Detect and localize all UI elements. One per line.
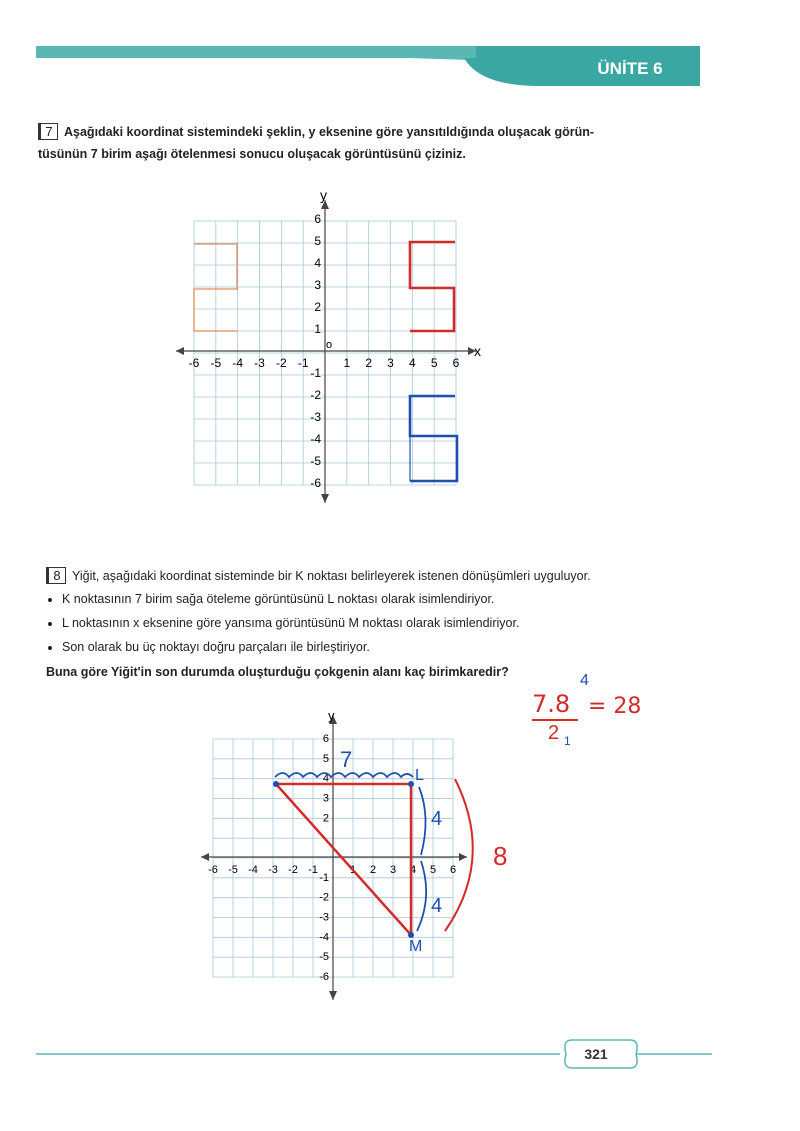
x-tick-label: 5 [430,356,438,370]
question-7-line1: Aşağıdaki koordinat sistemindeki şeklin, y eksenine göre yansıtıldığında oluşacak görün- [64,125,595,139]
point-k [273,781,279,787]
y-tick-label: 5 [314,234,321,248]
question-8-prompt: Buna göre Yiğit'in son durumda oluşturduğu çokgenin alanı kaç birimkaredir? [46,665,509,679]
x-tick-label: 2 [369,864,377,876]
question-8-intro: Yiğit, aşağıdaki koordinat sisteminde bir K noktası belirleyerek istenen dönüşümleri uyguluyor. [72,569,591,583]
x-tick-label: 4 [408,356,416,370]
hw-calc-main: 7.8 [532,690,571,718]
hw-label-l: L [415,767,424,784]
hw-label-m: M [409,938,423,955]
total-arc [445,779,473,931]
y-axis-label: y [320,187,327,203]
handwritten-calc [530,672,690,752]
y-tick-label: -2 [319,891,329,904]
y-tick-label: -3 [310,410,321,424]
hw-total: 8 [493,841,508,871]
hw-calc-eq: = 28 [588,694,642,719]
x-tick-label: -1 [297,356,309,370]
y-tick-label: -4 [310,432,321,446]
lower-brace [417,861,426,931]
y-tick-label: -4 [319,931,329,944]
y-tick-label: 3 [322,792,329,805]
bullet-item: • Son olarak bu üç noktayı doğru parçaları ile birleştiriyor. [62,635,746,659]
reflected-shape [410,242,455,331]
x-tick-label: 5 [429,864,437,876]
hw-top-length: 7 [340,747,353,772]
x-tick-label: -6 [208,864,218,876]
y-tick-label: -1 [310,366,321,380]
question-8-text [46,565,746,683]
x-tick-label: 1 [343,356,351,370]
y-axis-label-8: y [328,708,335,723]
x-tick-label: -2 [275,356,287,370]
y-tick-label: 3 [314,278,321,292]
x-tick-label: -3 [254,356,265,370]
question-8-bullets [46,587,746,659]
y-tick-label: -6 [319,971,329,983]
x-tick-label: -4 [248,864,258,876]
header-bar [0,0,800,100]
y-tick-label: 2 [314,300,321,314]
x-tick-label: 6 [452,356,460,370]
y-tick-label: 5 [322,752,329,765]
bullet-item: • L noktasının x eksenine göre yansıma görüntüsünü M noktası olarak isimlendiriyor. [62,611,746,635]
x-tick-label: -4 [232,356,244,370]
y-tick-label: -2 [310,388,321,402]
y-tick-label: 2 [322,812,329,825]
point-l [408,781,414,787]
x-tick-label: -6 [188,356,200,370]
question-7-text [38,121,738,165]
bullet-item: • K noktasının 7 birim sağa öteleme görüntüsünü L noktası olarak isimlendiriyor. [62,587,746,611]
question-8-number: 8 [46,567,66,584]
upper-brace [419,787,426,855]
unit-label: ÜNİTE 6 [597,59,663,78]
x-tick-label: -2 [288,864,298,876]
x-tick-label: 3 [387,356,394,370]
y-tick-label: -1 [319,871,329,884]
y-tick-label: 1 [314,322,321,336]
x-tick-label: 3 [389,864,397,876]
y-tick-label: 6 [322,733,329,745]
y-tick-label: -5 [310,454,321,468]
x-tick-label: -3 [268,864,278,876]
hw-calc-denominator: 2 [548,722,560,744]
translated-shape [410,396,457,481]
y-tick-label: -5 [319,951,329,964]
y-tick-label: 4 [314,256,321,270]
top-brace [275,773,413,777]
y-tick-label: -6 [310,476,321,490]
x-tick-label: 6 [449,864,457,876]
question-7-graph [170,185,490,515]
x-axis-label: x [474,343,481,359]
y-tick-label: 6 [314,212,321,226]
x-tick-label: 2 [365,356,373,370]
hw-calc-small: 4 [580,672,589,689]
x-tick-label: 4 [409,864,417,876]
x-tick-label: -5 [210,356,222,370]
page-number: 321 [584,1046,608,1062]
x-tick-label: -1 [308,864,318,876]
hw-calc-sub: 1 [564,734,571,748]
origin-label: o [326,339,333,351]
x-tick-label: -5 [228,864,238,876]
question-7-line2: tüsünün 7 birim aşağı ötelenmesi sonucu oluşacak görüntüsünü çiziniz. [38,147,466,161]
hw-seg-lower: 4 [431,895,443,917]
triangle-klm [276,784,411,935]
y-tick-label: 4 [322,772,329,785]
question-8-graph [195,705,525,1010]
x-tick-label: 1 [349,864,357,876]
question-7-number: 7 [38,123,58,140]
footer [0,1030,800,1080]
hw-seg-upper: 4 [431,808,443,830]
y-tick-label: -3 [319,911,329,924]
